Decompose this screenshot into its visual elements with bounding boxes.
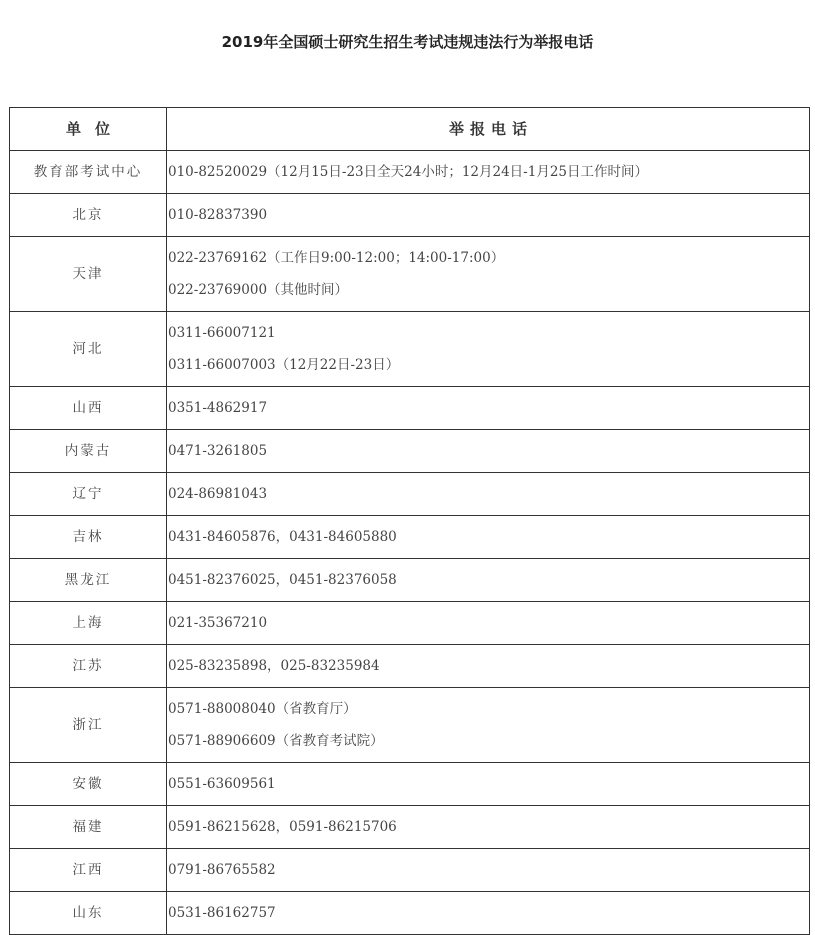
table-row [10,387,810,430]
page-title: 2019年全国硕士研究生招生考试违规违法行为举报电话 [221,33,594,51]
table-row [10,645,810,688]
unit-cell: 安徽 [10,763,167,806]
unit-cell: 河北 [10,312,167,387]
unit-cell: 江苏 [10,645,167,688]
table-row [10,806,810,849]
table-row [10,151,810,194]
table-header-row [10,108,810,151]
phone-cell [167,892,810,935]
table-row [10,688,810,763]
unit-cell: 江西 [10,849,167,892]
phone-line: 0471-3261805 [168,443,268,459]
phone-line: 0571-88008040（省教育厅） [168,701,357,717]
phone-cell [167,430,810,473]
header-unit: 单位 [10,108,167,151]
table-row [10,892,810,935]
phone-cell [167,688,810,763]
unit-cell: 福建 [10,806,167,849]
table-row [10,430,810,473]
unit-cell: 山西 [10,387,167,430]
phone-line: 0791-86765582 [168,862,276,878]
unit-cell: 黑龙江 [10,559,167,602]
unit-cell: 天津 [10,237,167,312]
phone-cell [167,763,810,806]
table-row [10,559,810,602]
unit-cell: 吉林 [10,516,167,559]
phone-cell [167,194,810,237]
table-row [10,194,810,237]
phone-line: 010-82837390 [168,207,268,223]
phone-line: 0591-86215628，0591-86215706 [168,819,397,835]
phone-cell [167,806,810,849]
phone-line: 022-23769000（其他时间） [168,282,349,298]
unit-cell: 内蒙古 [10,430,167,473]
unit-cell: 山东 [10,892,167,935]
unit-cell: 教育部考试中心 [10,151,167,194]
table-row [10,849,810,892]
phone-cell [167,237,810,312]
phone-line: 0571-88906609（省教育考试院） [168,733,384,749]
phone-line: 0531-86162757 [168,905,276,921]
phone-line: 021-35367210 [168,615,268,631]
phone-line: 010-82520029（12月15日-23日全天24小时；12月24日-1月25日工作时间） [168,164,649,180]
table-row [10,473,810,516]
phone-cell [167,312,810,387]
phone-line: 025-83235898，025-83235984 [168,658,380,674]
phone-cell [167,516,810,559]
phone-line: 0451-82376025，0451-82376058 [168,572,397,588]
phone-cell [167,151,810,194]
unit-cell: 辽宁 [10,473,167,516]
phone-cell [167,473,810,516]
table-body [10,108,810,935]
table-row [10,602,810,645]
phone-line: 022-23769162（工作日9:00-12:00；14:00-17:00） [168,250,505,266]
table-row [10,237,810,312]
phone-line: 0311-66007121 [168,325,276,341]
phone-cell [167,559,810,602]
table-row [10,516,810,559]
table-row [10,763,810,806]
phone-line: 0351-4862917 [168,400,268,416]
unit-cell: 浙江 [10,688,167,763]
phone-line: 024-86981043 [168,486,268,502]
phone-cell [167,387,810,430]
phone-line: 0431-84605876，0431-84605880 [168,529,397,545]
phone-cell [167,602,810,645]
unit-cell: 北京 [10,194,167,237]
unit-cell: 上海 [10,602,167,645]
table-row [10,312,810,387]
phone-line: 0311-66007003（12月22日-23日） [168,357,400,373]
phone-line: 0551-63609561 [168,776,276,792]
phone-cell [167,849,810,892]
header-phone: 举报电话 [167,108,810,151]
report-phone-table [9,107,810,935]
phone-cell [167,645,810,688]
